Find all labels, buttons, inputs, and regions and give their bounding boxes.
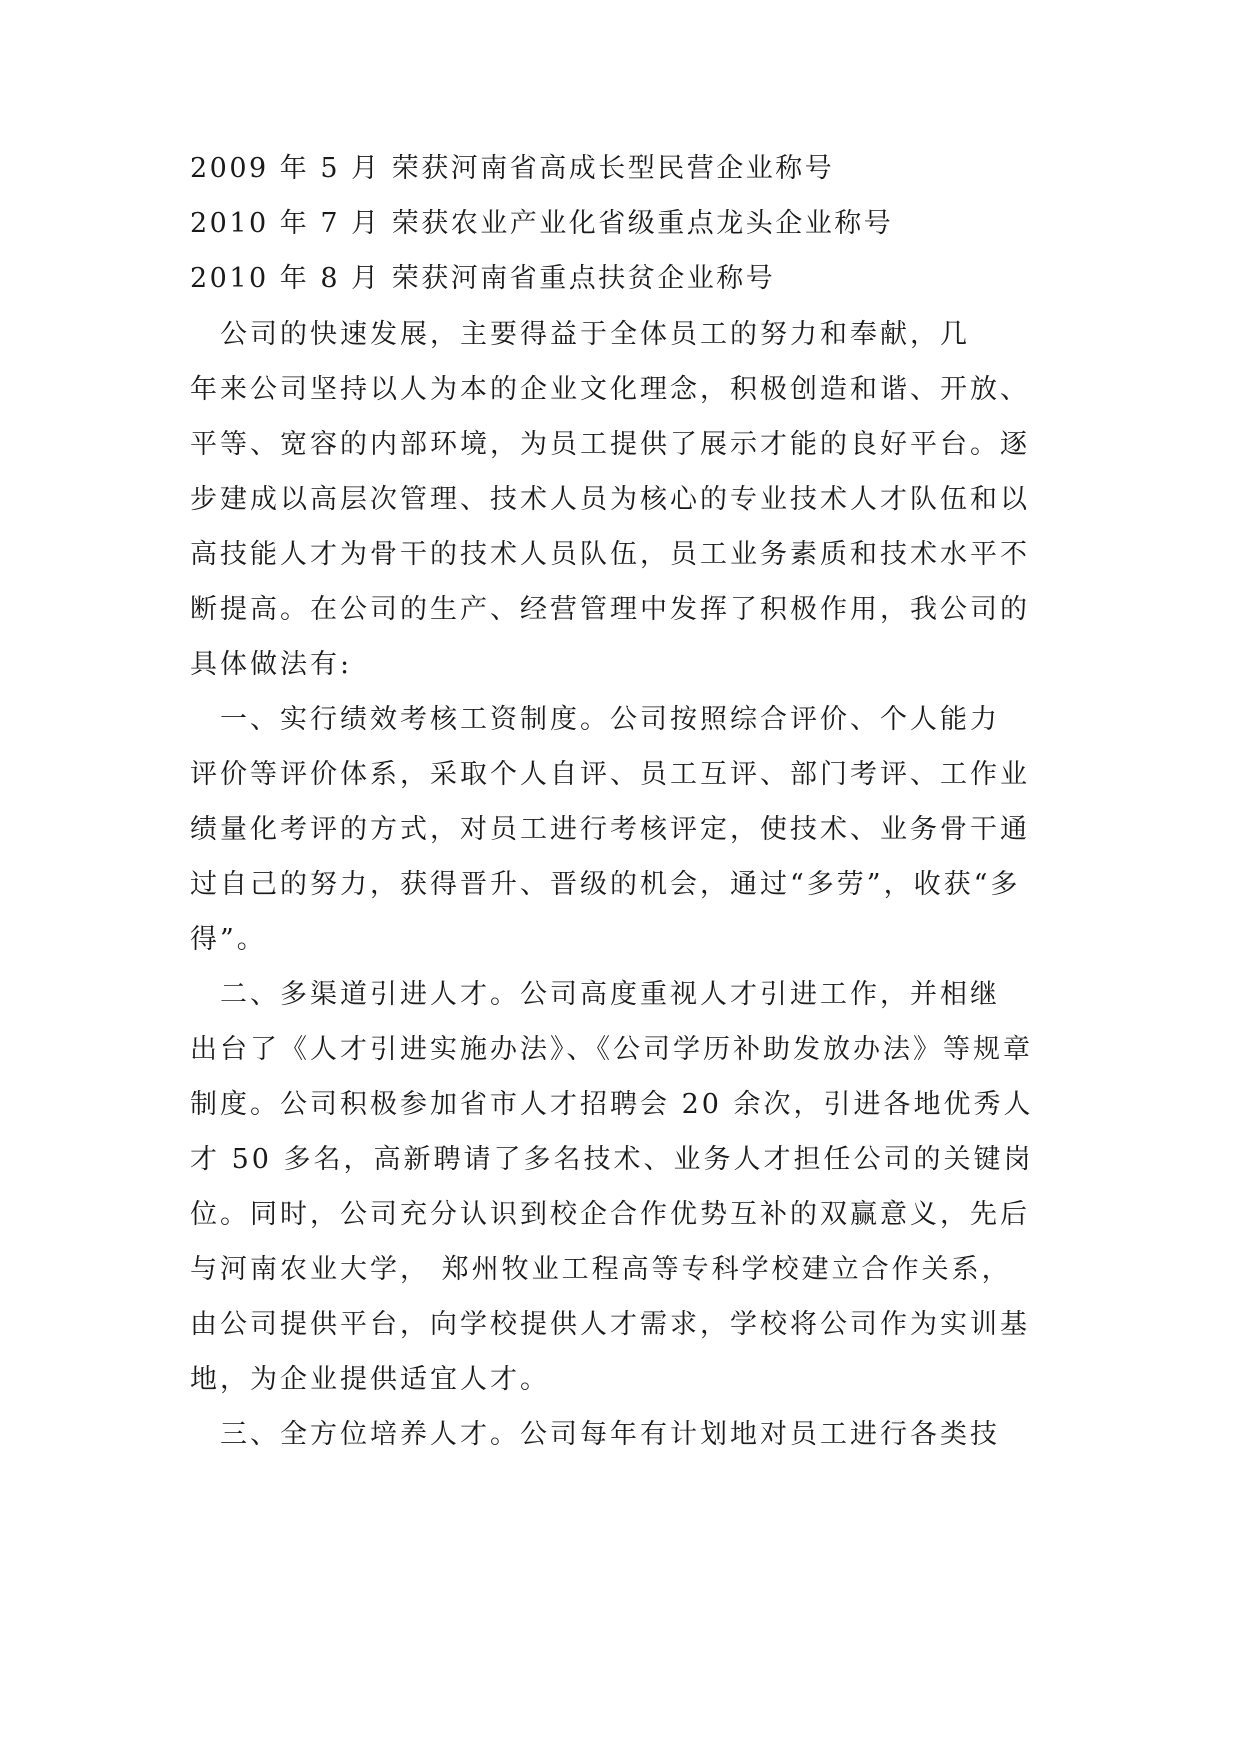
body-line: 评价等评价体系，采取个人自评、员工互评、部门考评、工作业 xyxy=(190,759,1030,790)
body-line: 步建成以高层次管理、技术人员为核心的专业技术人才队伍和以 xyxy=(190,484,1030,515)
body-line: 制度。公司积极参加省市人才招聘会 20 余次，引进各地优秀人 xyxy=(190,1089,1034,1120)
body-line: 年来公司坚持以人为本的企业文化理念，积极创造和谐、开放、 xyxy=(190,374,1030,405)
award-line-1: 2009 年 5 月 荣获河南省高成长型民营企业称号 xyxy=(190,153,835,184)
body-line: 出台了《人才引进实施办法》、《公司学历补助发放办法》等规章 xyxy=(190,1034,1033,1065)
award-line-2: 2010 年 7 月 荣获农业产业化省级重点龙头企业称号 xyxy=(190,208,894,239)
body-line: 地，为企业提供适宜人才。 xyxy=(190,1364,550,1395)
body-line: 过自己的努力，获得晋升、晋级的机会，通过“多劳”，收获“多 xyxy=(190,869,1021,900)
body-line: 一、实行绩效考核工资制度。公司按照综合评价、个人能力 xyxy=(190,704,1000,735)
body-line: 位。同时，公司充分认识到校企合作优势互补的双赢意义，先后 xyxy=(190,1199,1030,1230)
body-line: 断提高。在公司的生产、经营管理中发挥了积极作用，我公司的 xyxy=(190,594,1030,625)
body-line: 二、多渠道引进人才。公司高度重视人才引进工作，并相继 xyxy=(190,979,1000,1010)
body-line: 公司的快速发展，主要得益于全体员工的努力和奉献，几 xyxy=(190,319,970,350)
body-line: 得”。 xyxy=(190,924,267,955)
body-line: 才 50 多名，高新聘请了多名技术、业务人才担任公司的关键岗 xyxy=(190,1144,1034,1175)
body-line: 平等、宽容的内部环境，为员工提供了展示才能的良好平台。逐 xyxy=(190,429,1030,460)
body-line: 具体做法有: xyxy=(190,649,353,680)
body-line: 绩量化考评的方式，对员工进行考核评定，使技术、业务骨干通 xyxy=(190,814,1030,845)
body-line: 三、全方位培养人才。公司每年有计划地对员工进行各类技 xyxy=(190,1419,1000,1450)
body-line: 高技能人才为骨干的技术人员队伍，员工业务素质和技术水平不 xyxy=(190,539,1030,570)
body-line: 由公司提供平台，向学校提供人才需求，学校将公司作为实训基 xyxy=(190,1309,1030,1340)
award-line-3: 2010 年 8 月 荣获河南省重点扶贫企业称号 xyxy=(190,263,776,294)
body-line: 与河南农业大学， 郑州牧业工程高等专科学校建立合作关系， xyxy=(190,1254,1012,1285)
